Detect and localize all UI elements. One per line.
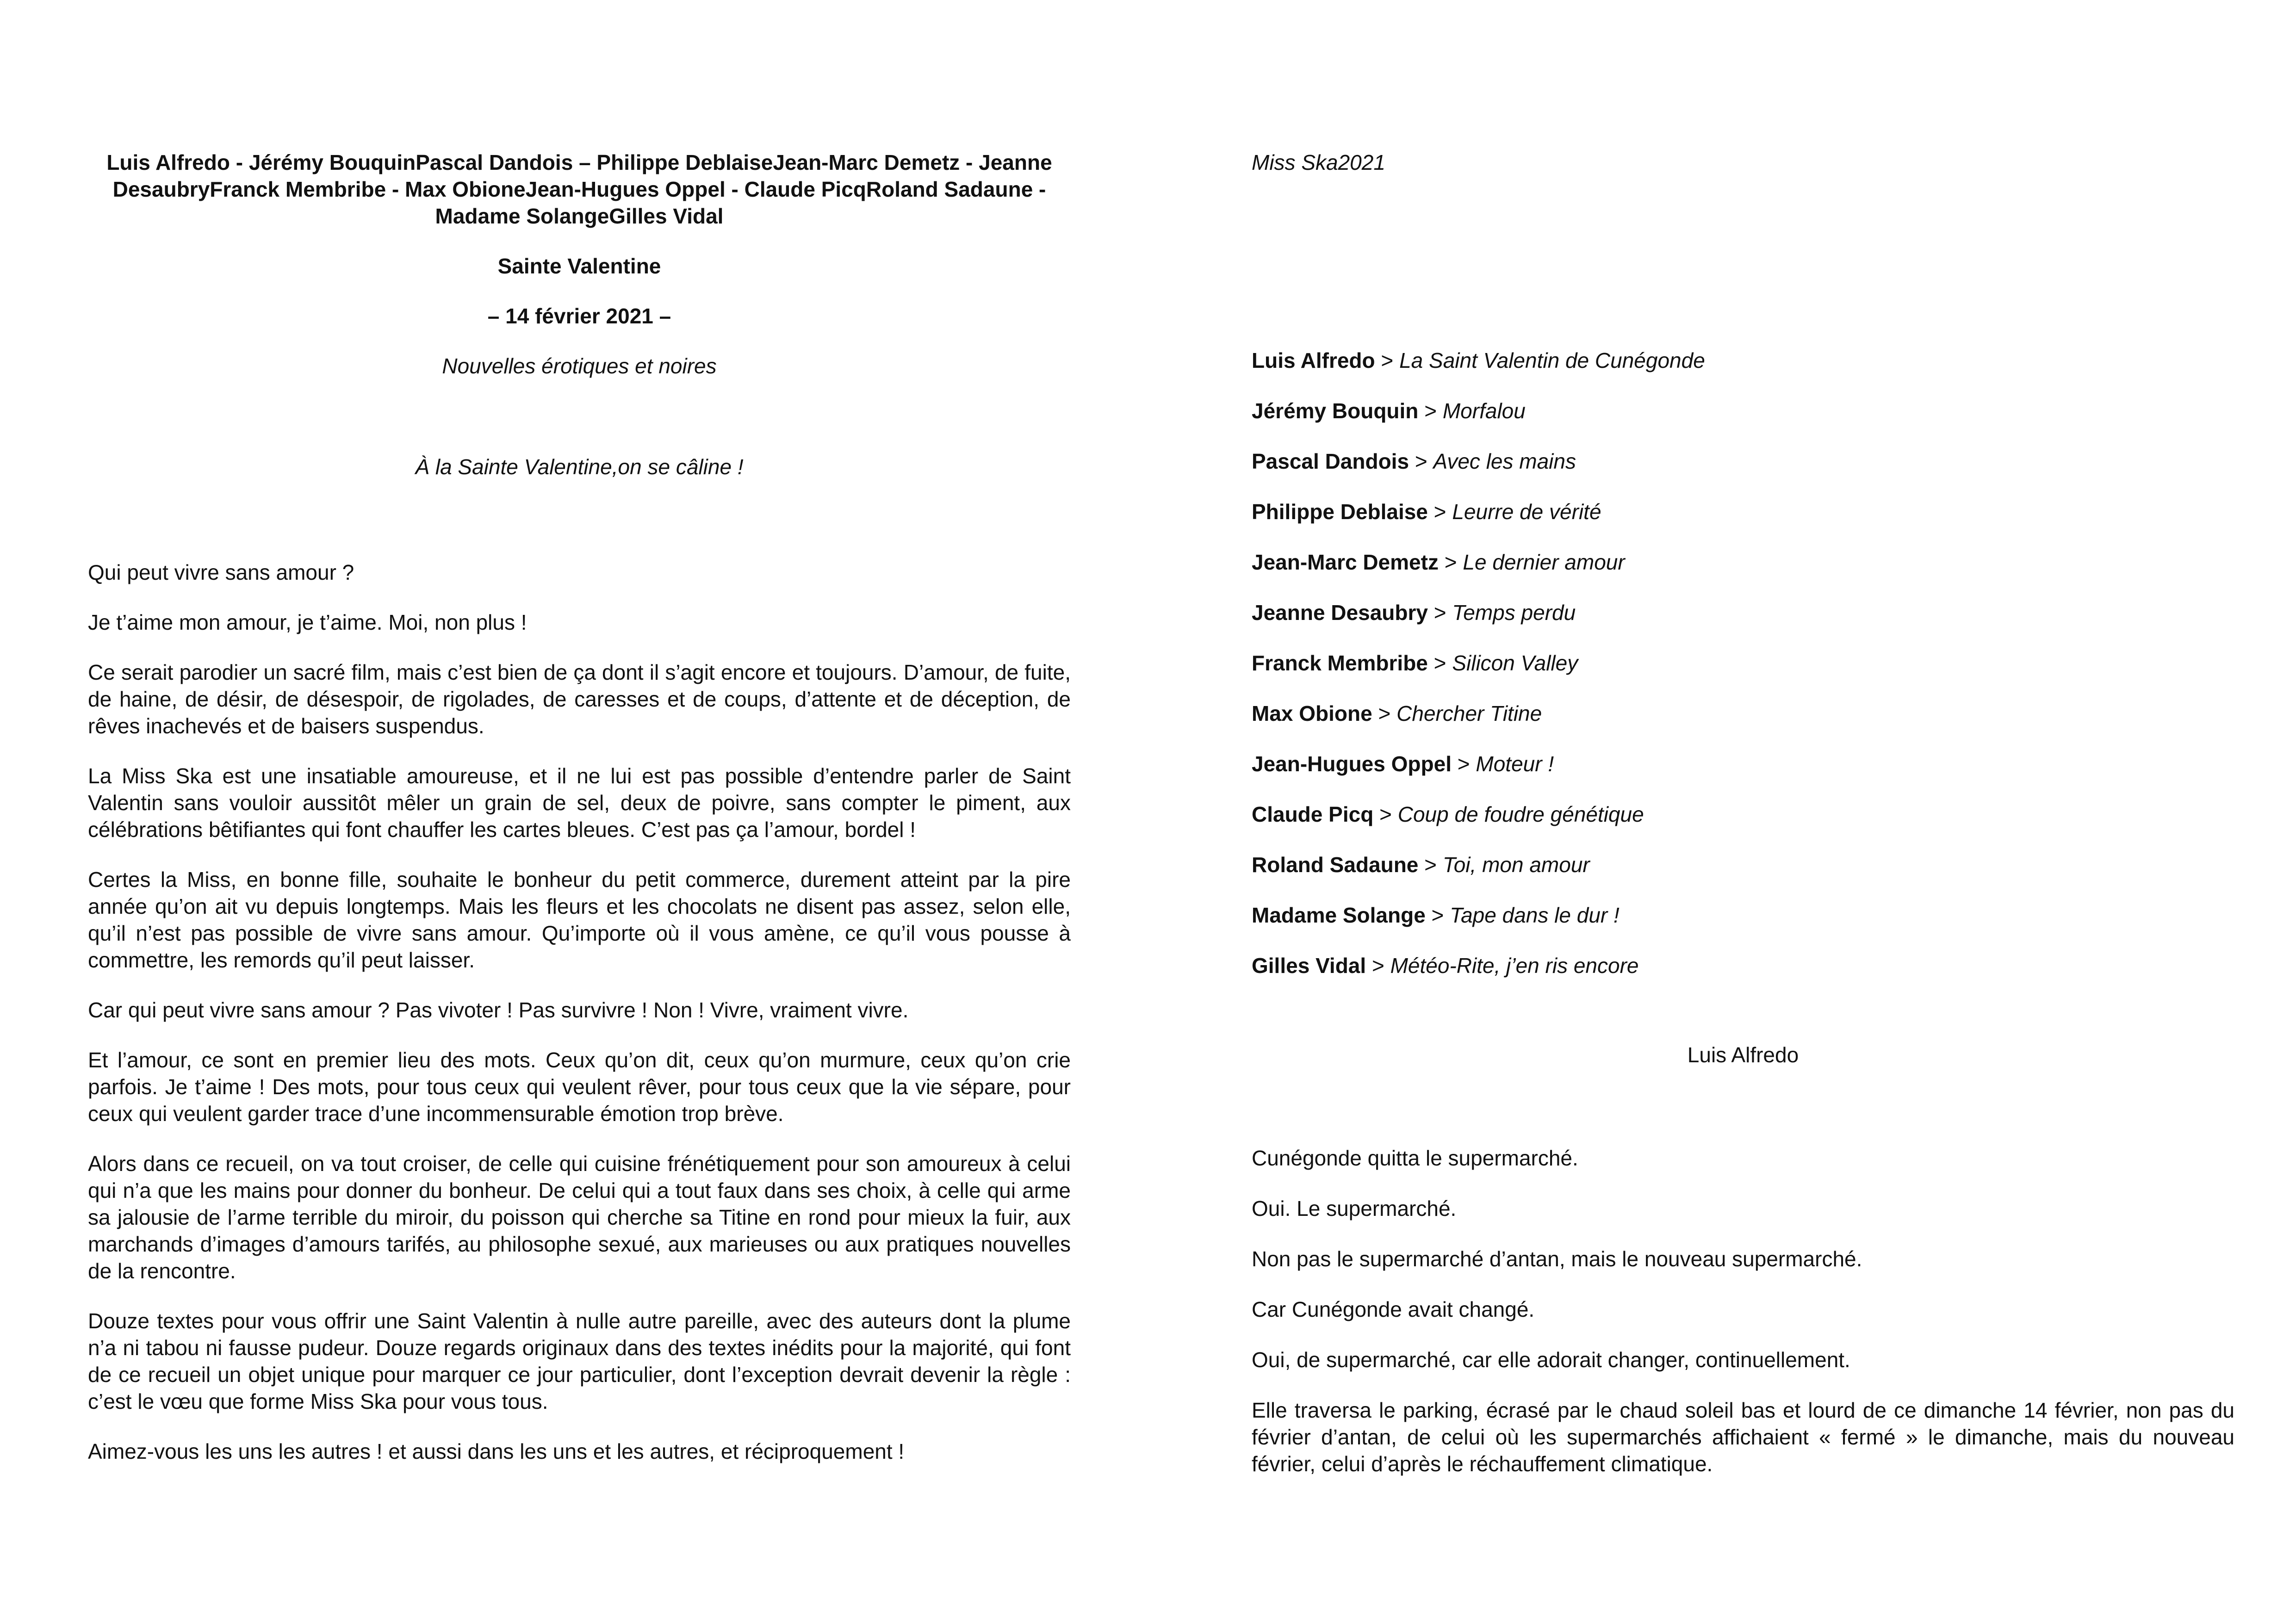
toc-entry — [1252, 902, 2234, 929]
toc-title: Avec les mains — [1433, 449, 1576, 473]
toc-entry — [1252, 650, 2234, 676]
toc-author: Roland Sadaune — [1252, 853, 1419, 877]
toc-author: Jérémy Bouquin — [1252, 399, 1419, 423]
intro-paragraph: Ce serait parodier un sacré film, mais c’est bien de ça dont il s’agit encore et toujours. D’amour, de fuite, de haine, de désir, de désespoir, de rigolades, de caresses et de coups, d’attente et de déception, de rêves inachevés et de baisers suspendus. — [88, 660, 1071, 738]
story-paragraph: Oui. Le supermarché. — [1252, 1196, 1457, 1220]
story-paragraph: Non pas le supermarché d’antan, mais le nouveau supermarché. — [1252, 1247, 1862, 1271]
intro-paragraph: Qui peut vivre sans amour ? — [88, 560, 354, 584]
toc-separator: > — [1418, 399, 1443, 423]
book-date: – 14 février 2021 – — [487, 304, 671, 328]
toc-title: Coup de foudre génétique — [1397, 802, 1644, 826]
toc-separator: > — [1409, 449, 1433, 473]
toc-separator: > — [1427, 601, 1452, 625]
toc-author: Jean-Hugues Oppel — [1252, 752, 1452, 776]
toc-author: Jean-Marc Demetz — [1252, 550, 1439, 574]
publisher-line: Miss Ska2021 — [1252, 150, 1385, 174]
intro-paragraph: La Miss Ska est une insatiable amoureuse, et il ne lui est pas possible d’entendre parler de Saint Valentin sans vouloir aussitôt mêler un grain de sel, deux de poivre, sans compter le piment, aux célébrations bêtifiantes qui font chauffer les cartes bleues. C’est pas ça l’amour, bordel ! — [88, 764, 1071, 842]
toc-entry — [1252, 448, 2234, 475]
toc-separator: > — [1366, 954, 1390, 978]
toc-author: Max Obione — [1252, 701, 1372, 725]
right-column — [1252, 149, 2234, 1501]
toc-author: Franck Membribe — [1252, 651, 1428, 675]
intro-paragraph: Je t’aime mon amour, je t’aime. Moi, non plus ! — [88, 610, 527, 634]
book-motto: À la Sainte Valentine,on se câline ! — [415, 455, 744, 479]
toc-entry — [1252, 549, 2234, 576]
toc-separator: > — [1372, 701, 1397, 725]
toc-author: Luis Alfredo — [1252, 348, 1375, 372]
toc-entry — [1252, 347, 2234, 374]
right-page — [1148, 0, 2296, 1623]
book-title: Sainte Valentine — [497, 254, 661, 278]
table-of-contents — [1252, 347, 2234, 979]
toc-author: Pascal Dandois — [1252, 449, 1409, 473]
toc-entry — [1252, 952, 2234, 979]
toc-entry — [1252, 397, 2234, 424]
intro-paragraph: Certes la Miss, en bonne fille, souhaite le bonheur du petit commerce, durement atteint par la pire année qu’on ait vu depuis longtemps. Mais les fleurs et les chocolats ne disent pas assez, selon elle, qu’il n’est pas possible de vivre sans amour. Qu’importe où il vous amène, ce qu’il vous pousse à commettre, les remords qu’il peut laisser. — [88, 867, 1071, 972]
toc-entry — [1252, 700, 2234, 727]
introduction — [88, 559, 1071, 1465]
intro-paragraph: Car qui peut vivre sans amour ? Pas vivoter ! Pas survivre ! Non ! Vivre, vraiment vivre. — [88, 998, 909, 1022]
book-subtitle: Nouvelles érotiques et noires — [442, 354, 717, 378]
story-author: Luis Alfredo — [1687, 1043, 1799, 1067]
toc-title: Toi, mon amour — [1442, 853, 1590, 877]
toc-author: Gilles Vidal — [1252, 954, 1366, 978]
intro-paragraph: Alors dans ce recueil, on va tout croiser, de celle qui cuisine frénétiquement pour son amoureux à celui qui n’a que les mains pour donner du bonheur. De celui qui a tout faux dans ses choix, à celle qui arme sa jalousie de l’arme terrible du miroir, du poisson qui cherche sa Titine en rond pour mieux la fuir, aux marchands d’images d’amours tarifés, au philosophe sexué, aux marieuses ou aux pratiques nouvelles de la rencontre. — [88, 1152, 1071, 1283]
toc-entry — [1252, 801, 2234, 828]
toc-separator: > — [1451, 752, 1476, 776]
toc-title: Moteur ! — [1476, 752, 1554, 776]
toc-author: Jeanne Desaubry — [1252, 601, 1428, 625]
story-paragraph: Cunégonde quitta le supermarché. — [1252, 1146, 1578, 1170]
toc-separator: > — [1425, 903, 1450, 927]
toc-entry — [1252, 599, 2234, 626]
toc-author: Claude Picq — [1252, 802, 1374, 826]
toc-title: Le dernier amour — [1463, 550, 1625, 574]
toc-title: Morfalou — [1442, 399, 1526, 423]
toc-title: Tape dans le dur ! — [1450, 903, 1620, 927]
toc-entry — [1252, 498, 2234, 525]
toc-separator: > — [1427, 651, 1452, 675]
toc-separator: > — [1427, 500, 1452, 524]
toc-entry — [1252, 750, 2234, 777]
toc-separator: > — [1418, 853, 1443, 877]
toc-separator: > — [1438, 550, 1463, 574]
story-text — [1252, 1145, 2234, 1477]
authors-header: Luis Alfredo - Jérémy BouquinPascal Dandois – Philippe DeblaiseJean-Marc Demetz - Jeanne DesaubryFranck Membribe - Max ObioneJean-Hugues Oppel - Claude PicqRoland Sadaune - Madame SolangeGilles Vidal — [106, 150, 1052, 228]
intro-paragraph: Et l’amour, ce sont en premier lieu des mots. Ceux qu’on dit, ceux qu’on murmure, ceux qu’on crie parfois. Je t’aime ! Des mots, pour tous ceux qui veulent rêver, pour tous ceux que la vie sépare, pour ceux qui veulent garder trace d’une incommensurable émotion trop brève. — [88, 1048, 1071, 1126]
story-paragraph: Elle traversa le parking, écrasé par le chaud soleil bas et lourd de ce dimanche 14 février, non pas du février d’antan, de celui où les supermarchés affichaient « fermé » le dimanche, mais du nouveau février, celui d’après le réchauffement climatique. — [1252, 1398, 2234, 1476]
toc-title: Météo-Rite, j’en ris encore — [1390, 954, 1639, 978]
toc-title: Silicon Valley — [1452, 651, 1578, 675]
toc-author: Philippe Deblaise — [1252, 500, 1428, 524]
toc-separator: > — [1373, 802, 1398, 826]
intro-paragraph: Aimez-vous les uns les autres ! et aussi dans les uns et les autres, et réciproquement ! — [88, 1439, 905, 1463]
intro-paragraph: Douze textes pour vous offrir une Saint Valentin à nulle autre pareille, avec des auteurs dont la plume n’a ni tabou ni fausse pudeur. Douze regards originaux dans des textes inédits pour la majorité, qui font de ce recueil un objet unique pour marquer ce jour particulier, dont l’exception devrait devenir la règle : c’est le vœu que forme Miss Ska pour vous tous. — [88, 1309, 1071, 1413]
toc-title: Chercher Titine — [1396, 701, 1542, 725]
story-paragraph: Oui, de supermarché, car elle adorait changer, continuellement. — [1252, 1348, 1850, 1372]
toc-title: Temps perdu — [1452, 601, 1576, 625]
toc-separator: > — [1375, 348, 1400, 372]
toc-entry — [1252, 851, 2234, 878]
story-paragraph: Car Cunégonde avait changé. — [1252, 1297, 1535, 1321]
left-column — [88, 149, 1071, 1488]
toc-author: Madame Solange — [1252, 903, 1426, 927]
toc-title: Leurre de vérité — [1452, 500, 1601, 524]
toc-title: La Saint Valentin de Cunégonde — [1399, 348, 1705, 372]
